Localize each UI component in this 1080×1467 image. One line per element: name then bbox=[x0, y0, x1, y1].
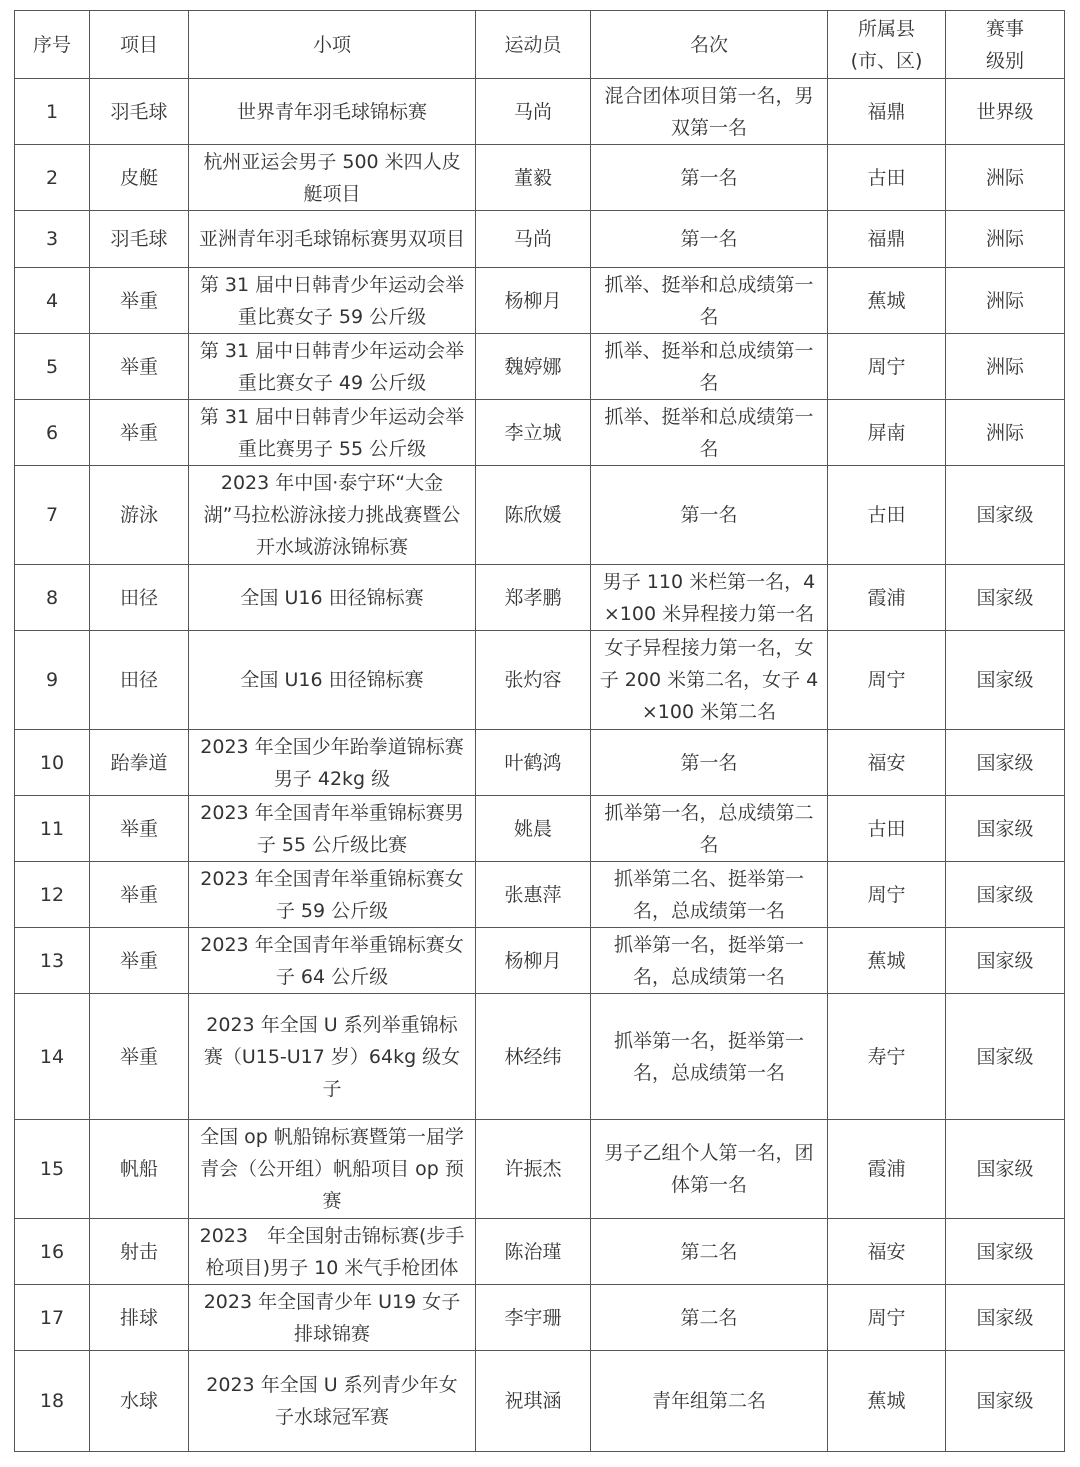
cell-index: 7 bbox=[15, 466, 90, 565]
cell-index: 15 bbox=[15, 1120, 90, 1219]
cell-rank: 男子 110 米栏第一名，4×100 米异程接力第一名 bbox=[591, 565, 828, 631]
cell-index: 3 bbox=[15, 211, 90, 268]
header-row bbox=[15, 11, 1065, 79]
cell-county: 周宁 bbox=[828, 631, 946, 730]
header-county bbox=[828, 11, 946, 79]
cell-county: 福鼎 bbox=[828, 79, 946, 145]
cell-index: 11 bbox=[15, 796, 90, 862]
cell-sport: 射击 bbox=[90, 1219, 189, 1285]
cell-event: 2023 年全国青少年 U19 女子排球锦赛 bbox=[189, 1285, 476, 1351]
table-row bbox=[15, 862, 1065, 928]
cell-sport: 举重 bbox=[90, 928, 189, 994]
cell-event: 第 31 届中日韩青少年运动会举重比赛女子 49 公斤级 bbox=[189, 334, 476, 400]
cell-sport: 帆船 bbox=[90, 1120, 189, 1219]
cell-index: 10 bbox=[15, 730, 90, 796]
cell-index: 4 bbox=[15, 268, 90, 334]
cell-sport: 举重 bbox=[90, 334, 189, 400]
cell-county: 古田 bbox=[828, 796, 946, 862]
cell-county: 福安 bbox=[828, 1219, 946, 1285]
cell-sport: 排球 bbox=[90, 1285, 189, 1351]
header-sport: 项目 bbox=[90, 11, 189, 79]
cell-athlete: 李立城 bbox=[476, 400, 591, 466]
cell-level: 国家级 bbox=[946, 730, 1065, 796]
cell-county: 周宁 bbox=[828, 1285, 946, 1351]
cell-athlete: 郑孝鹏 bbox=[476, 565, 591, 631]
cell-sport: 田径 bbox=[90, 631, 189, 730]
table-row bbox=[15, 334, 1065, 400]
cell-rank: 男子乙组个人第一名，团体第一名 bbox=[591, 1120, 828, 1219]
cell-sport: 举重 bbox=[90, 994, 189, 1120]
cell-index: 13 bbox=[15, 928, 90, 994]
table-row bbox=[15, 79, 1065, 145]
cell-level: 国家级 bbox=[946, 994, 1065, 1120]
header-level bbox=[946, 11, 1065, 79]
cell-county: 福鼎 bbox=[828, 211, 946, 268]
cell-county: 周宁 bbox=[828, 862, 946, 928]
cell-event: 全国 op 帆船锦标赛暨第一届学青会（公开组）帆船项目 op 预赛 bbox=[189, 1120, 476, 1219]
cell-level: 洲际 bbox=[946, 334, 1065, 400]
cell-level: 洲际 bbox=[946, 268, 1065, 334]
cell-athlete: 姚晨 bbox=[476, 796, 591, 862]
cell-index: 8 bbox=[15, 565, 90, 631]
cell-county: 寿宁 bbox=[828, 994, 946, 1120]
table-row bbox=[15, 730, 1065, 796]
cell-sport: 田径 bbox=[90, 565, 189, 631]
table-row bbox=[15, 1285, 1065, 1351]
cell-event: 第 31 届中日韩青少年运动会举重比赛女子 59 公斤级 bbox=[189, 268, 476, 334]
cell-level: 洲际 bbox=[946, 400, 1065, 466]
header-athlete: 运动员 bbox=[476, 11, 591, 79]
cell-event: 2023 年全国青年举重锦标赛男子 55 公斤级比赛 bbox=[189, 796, 476, 862]
cell-sport: 羽毛球 bbox=[90, 211, 189, 268]
table-row bbox=[15, 1120, 1065, 1219]
cell-athlete: 李宇珊 bbox=[476, 1285, 591, 1351]
cell-athlete: 杨柳月 bbox=[476, 268, 591, 334]
cell-sport: 羽毛球 bbox=[90, 79, 189, 145]
cell-index: 17 bbox=[15, 1285, 90, 1351]
cell-county: 霞浦 bbox=[828, 1120, 946, 1219]
table-row bbox=[15, 631, 1065, 730]
cell-rank: 第一名 bbox=[591, 145, 828, 211]
cell-rank: 第二名 bbox=[591, 1285, 828, 1351]
cell-county: 周宁 bbox=[828, 334, 946, 400]
cell-level: 洲际 bbox=[946, 211, 1065, 268]
cell-county: 古田 bbox=[828, 466, 946, 565]
header-event: 小项 bbox=[189, 11, 476, 79]
cell-level: 国家级 bbox=[946, 796, 1065, 862]
cell-rank: 第一名 bbox=[591, 730, 828, 796]
table-row bbox=[15, 565, 1065, 631]
cell-index: 16 bbox=[15, 1219, 90, 1285]
cell-athlete: 张灼容 bbox=[476, 631, 591, 730]
cell-athlete: 祝琪涵 bbox=[476, 1351, 591, 1452]
table-row bbox=[15, 466, 1065, 565]
cell-county: 霞浦 bbox=[828, 565, 946, 631]
table-row bbox=[15, 400, 1065, 466]
cell-county: 福安 bbox=[828, 730, 946, 796]
cell-athlete: 陈治瑾 bbox=[476, 1219, 591, 1285]
table-row bbox=[15, 1219, 1065, 1285]
cell-rank: 抓举第一名，挺举第一名，总成绩第一名 bbox=[591, 994, 828, 1120]
cell-rank: 第二名 bbox=[591, 1219, 828, 1285]
header-level-line-2: 级别 bbox=[985, 49, 1024, 72]
table-row bbox=[15, 928, 1065, 994]
cell-level: 国家级 bbox=[946, 928, 1065, 994]
cell-index: 9 bbox=[15, 631, 90, 730]
cell-sport: 举重 bbox=[90, 268, 189, 334]
header-rank: 名次 bbox=[591, 11, 828, 79]
cell-rank: 抓举第一名，挺举第一名，总成绩第一名 bbox=[591, 928, 828, 994]
cell-rank: 抓举第一名，总成绩第二名 bbox=[591, 796, 828, 862]
cell-county: 蕉城 bbox=[828, 928, 946, 994]
cell-event: 2023 年全国青年举重锦标赛女子 64 公斤级 bbox=[189, 928, 476, 994]
cell-index: 2 bbox=[15, 145, 90, 211]
cell-level: 国家级 bbox=[946, 862, 1065, 928]
cell-sport: 举重 bbox=[90, 400, 189, 466]
cell-level: 世界级 bbox=[946, 79, 1065, 145]
cell-index: 1 bbox=[15, 79, 90, 145]
header-level-line-1: 赛事 bbox=[985, 17, 1024, 40]
results-table bbox=[14, 10, 1065, 1452]
cell-sport: 游泳 bbox=[90, 466, 189, 565]
cell-event: 全国 U16 田径锦标赛 bbox=[189, 631, 476, 730]
cell-athlete: 魏婷娜 bbox=[476, 334, 591, 400]
cell-athlete: 叶鹤鸿 bbox=[476, 730, 591, 796]
table-row bbox=[15, 211, 1065, 268]
header-county-line-2: (市、区) bbox=[850, 49, 923, 72]
cell-athlete: 许振杰 bbox=[476, 1120, 591, 1219]
cell-rank: 抓举、挺举和总成绩第一名 bbox=[591, 334, 828, 400]
cell-level: 国家级 bbox=[946, 565, 1065, 631]
cell-sport: 举重 bbox=[90, 862, 189, 928]
cell-athlete: 张惠萍 bbox=[476, 862, 591, 928]
cell-athlete: 林经纬 bbox=[476, 994, 591, 1120]
header-county-line-1: 所属县 bbox=[857, 17, 915, 40]
cell-event: 2023 年全国 U 系列青少年女子水球冠军赛 bbox=[189, 1351, 476, 1452]
table-row bbox=[15, 1351, 1065, 1452]
cell-county: 屏南 bbox=[828, 400, 946, 466]
cell-athlete: 马尚 bbox=[476, 211, 591, 268]
cell-index: 14 bbox=[15, 994, 90, 1120]
cell-county: 古田 bbox=[828, 145, 946, 211]
cell-rank: 抓举第二名、挺举第一名，总成绩第一名 bbox=[591, 862, 828, 928]
cell-athlete: 陈欣媛 bbox=[476, 466, 591, 565]
cell-level: 国家级 bbox=[946, 466, 1065, 565]
cell-index: 18 bbox=[15, 1351, 90, 1452]
cell-event: 2023 年中国·泰宁环“大金湖”马拉松游泳接力挑战赛暨公开水域游泳锦标赛 bbox=[189, 466, 476, 565]
cell-event: 2023 年全国射击锦标赛(步手枪项目)男子 10 米气手枪团体 bbox=[189, 1219, 476, 1285]
cell-rank: 青年组第二名 bbox=[591, 1351, 828, 1452]
cell-rank: 第一名 bbox=[591, 466, 828, 565]
cell-level: 国家级 bbox=[946, 1120, 1065, 1219]
cell-index: 12 bbox=[15, 862, 90, 928]
cell-county: 蕉城 bbox=[828, 1351, 946, 1452]
cell-event: 2023 年全国少年跆拳道锦标赛男子 42kg 级 bbox=[189, 730, 476, 796]
table-row bbox=[15, 796, 1065, 862]
cell-athlete: 马尚 bbox=[476, 79, 591, 145]
cell-level: 洲际 bbox=[946, 145, 1065, 211]
cell-rank: 抓举、挺举和总成绩第一名 bbox=[591, 268, 828, 334]
table-row bbox=[15, 268, 1065, 334]
cell-county: 蕉城 bbox=[828, 268, 946, 334]
cell-sport: 水球 bbox=[90, 1351, 189, 1452]
table-row bbox=[15, 994, 1065, 1120]
cell-level: 国家级 bbox=[946, 1351, 1065, 1452]
cell-event: 2023 年全国 U 系列举重锦标赛（U15-U17 岁）64kg 级女子 bbox=[189, 994, 476, 1120]
cell-sport: 跆拳道 bbox=[90, 730, 189, 796]
cell-index: 6 bbox=[15, 400, 90, 466]
cell-event: 世界青年羽毛球锦标赛 bbox=[189, 79, 476, 145]
cell-rank: 第一名 bbox=[591, 211, 828, 268]
cell-athlete: 杨柳月 bbox=[476, 928, 591, 994]
cell-event: 全国 U16 田径锦标赛 bbox=[189, 565, 476, 631]
cell-event: 2023 年全国青年举重锦标赛女子 59 公斤级 bbox=[189, 862, 476, 928]
cell-event: 亚洲青年羽毛球锦标赛男双项目 bbox=[189, 211, 476, 268]
header-index: 序号 bbox=[15, 11, 90, 79]
table-row bbox=[15, 145, 1065, 211]
cell-level: 国家级 bbox=[946, 1219, 1065, 1285]
cell-athlete: 董毅 bbox=[476, 145, 591, 211]
cell-event: 杭州亚运会男子 500 米四人皮艇项目 bbox=[189, 145, 476, 211]
cell-sport: 举重 bbox=[90, 796, 189, 862]
cell-rank: 女子异程接力第一名，女子 200 米第二名，女子 4×100 米第二名 bbox=[591, 631, 828, 730]
cell-rank: 抓举、挺举和总成绩第一名 bbox=[591, 400, 828, 466]
cell-level: 国家级 bbox=[946, 631, 1065, 730]
cell-rank: 混合团体项目第一名，男双第一名 bbox=[591, 79, 828, 145]
cell-index: 5 bbox=[15, 334, 90, 400]
cell-sport: 皮艇 bbox=[90, 145, 189, 211]
cell-event: 第 31 届中日韩青少年运动会举重比赛男子 55 公斤级 bbox=[189, 400, 476, 466]
cell-level: 国家级 bbox=[946, 1285, 1065, 1351]
